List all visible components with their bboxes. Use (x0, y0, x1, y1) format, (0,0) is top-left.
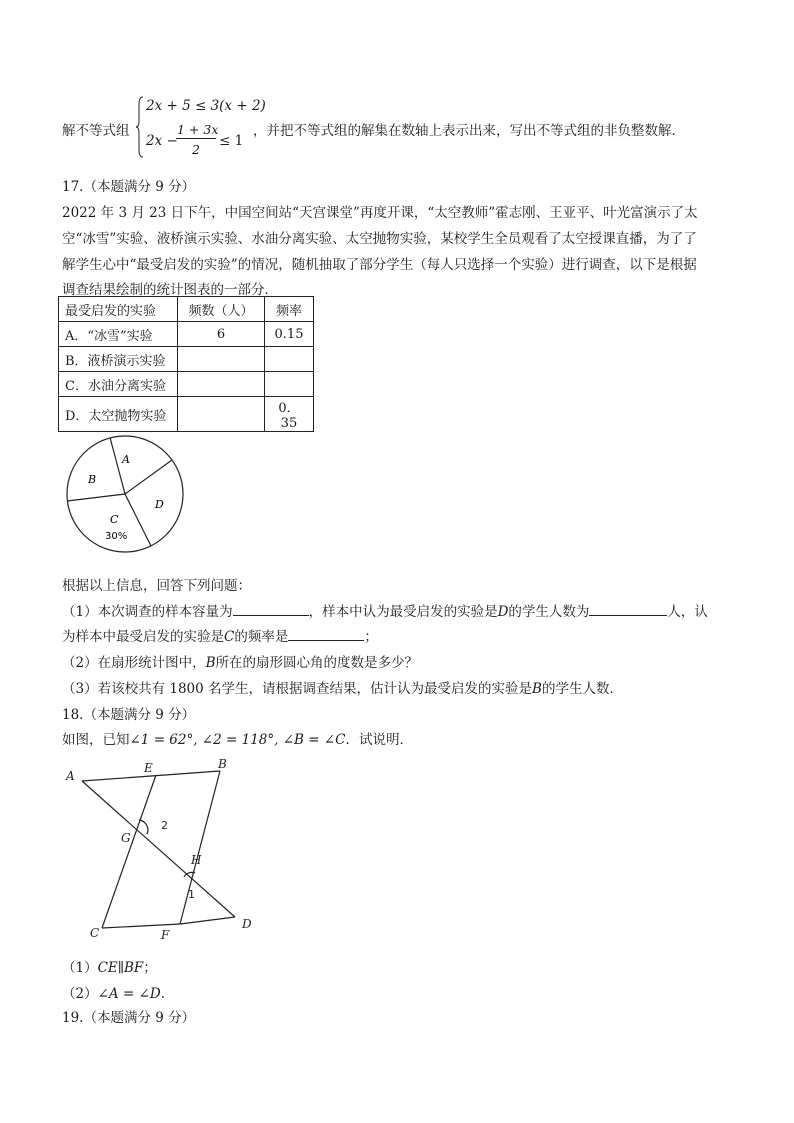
point-d-label: D (242, 917, 252, 931)
pie-label-b: B (88, 473, 97, 486)
q18-sub2 (62, 982, 174, 1002)
point-f-label: F (161, 928, 170, 942)
q16-ineq2-den: 2 (192, 142, 200, 157)
q18-header: 18.（本题满分 9 分） (62, 707, 196, 723)
q17-p1e: 为样本中最受启发的实验是 (62, 629, 224, 645)
q17-p1a: （1）本次调查的样本容量为 (62, 604, 233, 620)
pie-label-d: D (155, 498, 164, 511)
q17-p1b: ，样本中认为最受启发的实验是 (308, 604, 498, 620)
q18-s2-math: ∠A = ∠D (97, 986, 161, 1002)
table-cell: C．水油分离实验 (59, 372, 178, 397)
q16-ineq2-left: 2x − (146, 133, 178, 149)
q17-part3 (62, 677, 623, 697)
pie-label-a: A (122, 453, 130, 466)
angle-2-label: 2 (161, 819, 168, 832)
q16-ineq2-num: 1 + 3x (177, 122, 219, 137)
answer-blank[interactable] (233, 603, 309, 616)
table-row (59, 372, 314, 397)
q17-intro-2: 空“冰雪”实验、液桥演示实验、水油分离实验、太空抛物实验，某校学生全员观看了太空授课直播，为了了 (62, 231, 697, 247)
brace-icon (136, 96, 144, 158)
pie-chart (62, 432, 188, 556)
q17-p1f: 的频率是 (234, 629, 289, 645)
q17-header: 17.（本题满分 9 分） (62, 179, 196, 195)
q18-sub1 (62, 956, 157, 976)
q16-suffix: ，并把不等式组的解集在数轴上表示出来，写出不等式组的非负整数解． (253, 123, 685, 139)
table-row (59, 322, 314, 347)
answer-blank[interactable] (288, 628, 364, 641)
q17-intro-1: 2022 年 3 月 23 日下午，中国空间站“天宫课堂”再度开课，“太空教师”霍志刚、王亚平、叶光富演示了太 (62, 205, 698, 221)
pie-divider-ad (125, 460, 172, 494)
point-e-label: E (144, 761, 153, 775)
q17-part1-line1 (62, 600, 708, 620)
answer-blank[interactable] (589, 603, 667, 616)
point-c-label: C (90, 926, 100, 940)
table-cell (265, 347, 314, 372)
pie-label-c: C (110, 513, 119, 526)
table-header-row (59, 297, 314, 322)
var-b: B (532, 681, 542, 697)
segment-bf (180, 771, 220, 924)
segment-fd (180, 917, 235, 924)
pie-divider-bc (67, 494, 125, 501)
point-a-label: A (66, 769, 75, 783)
table-cell (178, 397, 265, 432)
point-b-label: B (218, 757, 227, 771)
point-g-label: G (121, 831, 131, 845)
q18-stmt-a: 如图，已知 (62, 732, 130, 748)
pie-divider-cd (125, 494, 151, 546)
table-cell (265, 372, 314, 397)
table-row (59, 347, 314, 372)
q18-s1-math: CE∥BF (97, 960, 144, 976)
table-header: 频率 (265, 297, 314, 322)
q17-intro-4: 调查结果绘制的统计图表的一部分． (62, 282, 278, 298)
q17-p1c: 的学生人数为 (508, 604, 590, 620)
table-cell (178, 372, 265, 397)
q17-after: 根据以上信息，回答下列问题： (62, 578, 251, 594)
q17-p3a: （3）若该校共有 1800 名学生，请根据调查结果，估计认为最受启发的实验是 (62, 681, 533, 697)
segment-ce (102, 775, 156, 928)
point-h-label: H (191, 853, 202, 867)
q17-p3b: 的学生人数． (541, 681, 623, 697)
table-header: 频数（人） (178, 297, 265, 322)
var-d: D (497, 604, 509, 620)
q19-header: 19.（本题满分 9 分） (62, 1010, 196, 1026)
q18-s2-num: （2） (62, 986, 98, 1002)
pie-percent-c: 30% (105, 531, 128, 542)
q18-stmt-math: ∠1 = 62°, ∠2 = 118°, ∠B = ∠C (129, 732, 346, 748)
fraction-bar (176, 138, 216, 139)
q17-p1g: ； (364, 629, 378, 645)
q17-part1-line2 (62, 625, 378, 645)
var-b: B (205, 655, 216, 671)
table-cell: D．太空抛物实验 (59, 397, 178, 432)
table-cell: 6 (178, 322, 265, 347)
table-cell: A．“冰雪”实验 (59, 322, 178, 347)
geometry-figure (60, 752, 266, 948)
table-row (59, 397, 314, 432)
frequency-table (58, 296, 314, 432)
q16-ineq2-right: ≤ 1 (219, 133, 244, 149)
table-cell (178, 347, 265, 372)
q17-p2a: （2）在扇形统计图中， (62, 655, 206, 671)
var-c: C (224, 629, 235, 645)
table-header: 最受启发的实验 (59, 297, 178, 322)
table-cell: 0.15 (265, 322, 314, 347)
angle-2-arc (139, 820, 148, 834)
q18-s1-end: ； (143, 960, 157, 976)
q17-part2 (62, 651, 418, 671)
table-cell: B．液桥演示实验 (59, 347, 178, 372)
q18-statement (62, 728, 413, 748)
angle-1-label: 1 (188, 888, 195, 901)
table-cell: 0．35 (265, 397, 314, 432)
q18-stmt-b: ．试说明． (345, 732, 413, 748)
q16-ineq1: 2x + 5 ≤ 3(x + 2) (146, 98, 266, 114)
q17-intro-3: 解学生心中“最受启发的实验”的情况，随机抽取了部分学生（每人只选择一个实验）进行调查，以下是根据 (62, 257, 697, 273)
q18-s1-num: （1） (62, 960, 98, 976)
q17-p2b: 所在的扇形圆心角的度数是多少？ (215, 655, 419, 671)
q18-s2-end: ． (160, 986, 175, 1002)
q16-prefix: 解不等式组 (62, 123, 130, 139)
q17-p1d: 人，认 (667, 604, 708, 620)
